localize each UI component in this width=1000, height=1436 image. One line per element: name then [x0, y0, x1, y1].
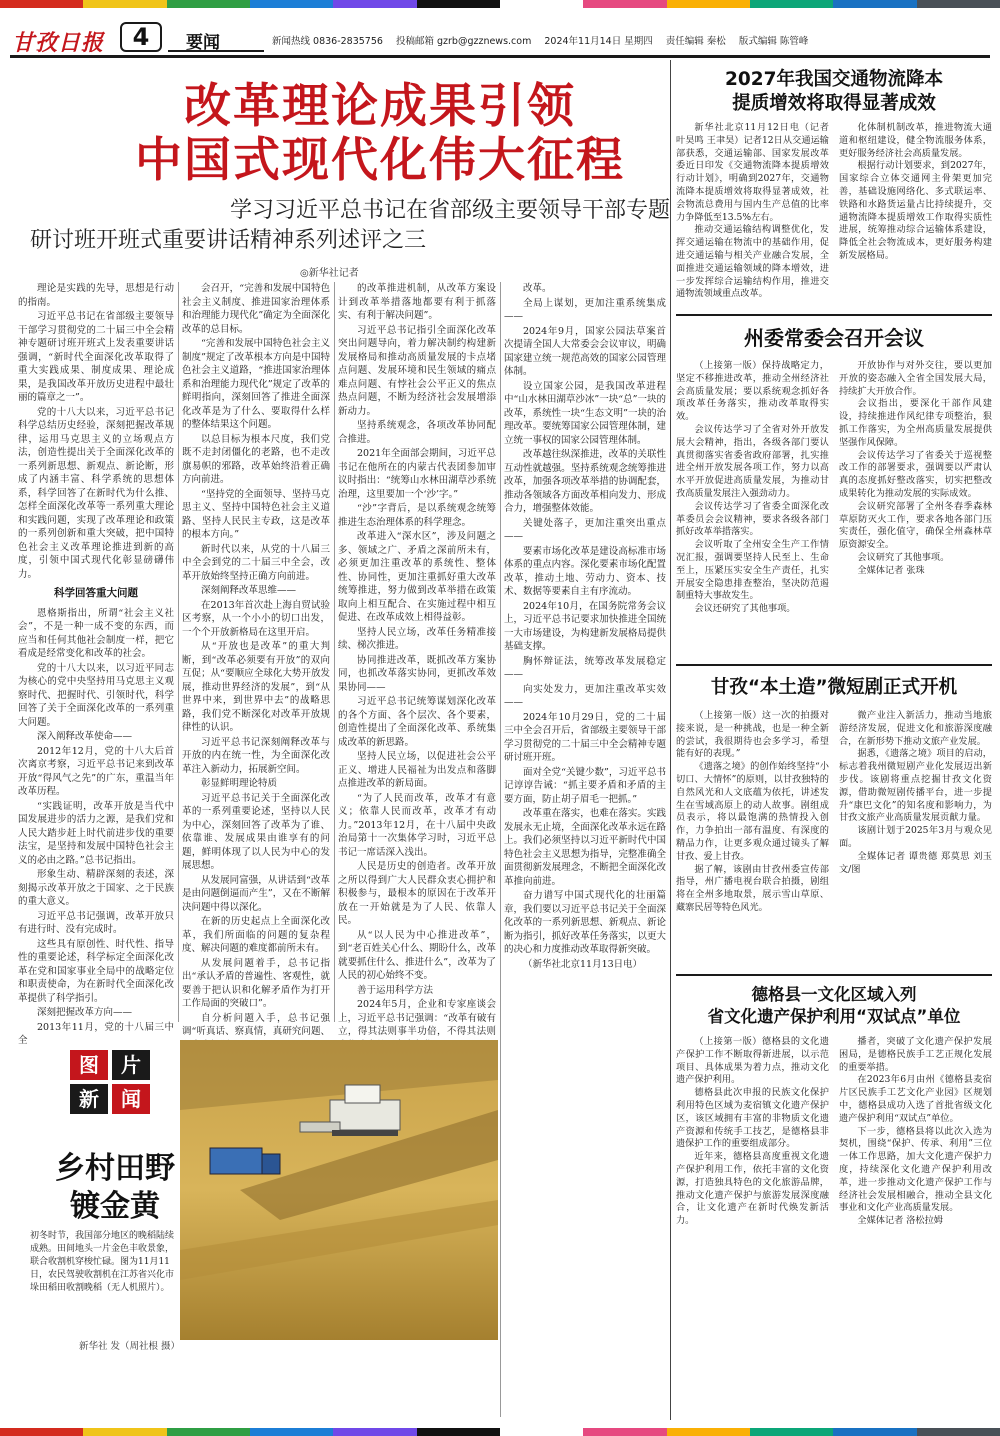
- article-column: [839, 122, 992, 308]
- paragraph: 坚持人民立场，改革任务精准接续、梯次推进。: [338, 626, 496, 651]
- masthead: [10, 18, 990, 58]
- lead-byline: ◎新华社记者: [300, 268, 359, 279]
- title-line: 德格县一文化区域入列: [751, 985, 917, 1004]
- title-line: 提质增效将取得显著成效: [732, 93, 936, 114]
- paragraph: 深刻阐释改革思维——: [201, 585, 297, 596]
- paper-logo: 甘孜日报: [12, 30, 105, 56]
- title-line: 2027年我国交通物流降本: [725, 69, 943, 90]
- paragraph: （上接第一版）这一次的拍摄对接来说，是一种挑战，也是一种全新的尝试，我很期待也会多学习，希望能有好的表现。”: [676, 710, 829, 760]
- article-title-committee: 州委常委会召开会议: [744, 326, 924, 350]
- paragraph: 彰显鲜明理论特质: [201, 778, 278, 789]
- paragraph: “实践证明，改革开放是当代中国发展进步的活力之源，是我们党和人民大踏步赶上时代前进步伐的重要法宝，是坚持和发展中国特色社会主义的必由之路。”总书记指出。: [18, 800, 174, 866]
- paragraph: 会议传达学习了省委关于巡视整改工作的部署要求，强调要以严肃认真的态度抓好整改落实，切实把整改成果转化为推动发展的实际成效。: [839, 449, 992, 499]
- lead-subtitle-line1: 学习习近平总书记在省部级主要领导干部专题: [229, 198, 670, 223]
- paragraph: （上接第一版）德格县的文化遗产保护工作不断取得新进展，以示范项目、具体成果为着力点，推动文化遗产保护利用。: [676, 1036, 829, 1086]
- paragraph: 习近平总书记强调，改革开放只有进行时、没有完成时。: [18, 910, 174, 935]
- paragraph: 坚持系统观念，各项改革协同配合推进。: [338, 420, 496, 445]
- lead-column-2: [182, 282, 330, 1037]
- layout-editor: 版式编辑 陈管峰: [738, 36, 809, 47]
- section-label: 要闻: [168, 28, 264, 52]
- paragraph: 从“以人民为中心推进改革”，到“老百姓关心什么、期盼什么，改革就要抓住什么、推进什么”，改革为了人民的初心始终不变。: [338, 929, 496, 981]
- paragraph: 推动交通运输结构调整优化，发挥交通运输在物流中的基础作用，促进交通运输与相关产业融合发展，全面推进交通运输领域的降本增效，进一步发挥综合运输结构作用，推进交通物流领域重点改革。: [676, 224, 829, 300]
- lead-headline-line1: 改革理论成果引领: [184, 79, 576, 134]
- paragraph: 从“开放也是改革”的重大判断，到“改革必须要有开放”的双向互促；从“要顺应全球化大势开放发展，推动世界经济的发展”，到“从世界中来，到世界中去”的战略思路，我们党不断深化对改革开放规律性的认识。: [182, 641, 330, 733]
- paragraph: 在新的历史起点上全面深化改革，我们所面临的问题的复杂程度、解决问题的难度都前所未有。: [182, 916, 330, 954]
- color-swatch: [333, 1428, 416, 1436]
- header-meta: [272, 33, 818, 47]
- section-rule: [670, 60, 671, 1420]
- paragraph: 全媒体记者 洛松拉姆: [857, 1215, 943, 1227]
- paragraph: 该剧计划于2025年3月与观众见面。: [839, 825, 992, 849]
- paragraph: 深入阐释改革使命——: [37, 731, 133, 742]
- paragraph: 从发展同富强，从讲话到“改革是由问题倒逼而产生”，又在不断解决问题中得以深化。: [182, 874, 330, 913]
- paragraph: 形象生动、精辟深刻的表述，深刻揭示改革开放之于国家、之于民族的重大意义。: [18, 869, 174, 907]
- color-swatch: [583, 0, 666, 8]
- color-swatch: [667, 1428, 750, 1436]
- paragraph: 下一步，德格县将以此次入选为契机，围绕“保护、传承、利用”三位一体工作思路，加大文化遗产保护力度，持续深化文化遗产保护利用改革，进一步推动文化遗产保护工作与经济社会发展相融合，推动全县文化事业和文化产业高质量发展。: [839, 1125, 992, 1214]
- color-swatch: [250, 0, 333, 8]
- color-swatch: [750, 0, 833, 8]
- color-swatch: [500, 1428, 583, 1436]
- lead-headline-line2: 中国式现代化伟大征程: [135, 133, 625, 188]
- paragraph: 2024年9月，国家公园法草案首次提请全国人大常委会会议审议，明确国家建立统一规范高效的国家公园管理体制。: [504, 325, 666, 377]
- color-swatch: [167, 1428, 250, 1436]
- paragraph: 改革越往纵深推进，改革的关联性互动性就越强。坚持系统观念统筹推进改革，加强各项改革举措的协调配套，推动各领域各方面改革相向发力、形成合力，增强整体效能。: [504, 449, 666, 514]
- paragraph: 坚持人民立场，以促进社会公平正义、增进人民福祉为出发点和落脚点推进改革的新局面。: [338, 751, 496, 789]
- color-swatch: [333, 0, 416, 8]
- color-swatch: [0, 1428, 83, 1436]
- paragraph: 会议传达学习了全省对外开放发展大会精神，指出，各级各部门要认真贯彻落实省委省政府部署，扎实推进全州开放发展各项工作，努力以高水平开放促进高质量发展，为推动甘孜高质量发展注入强劲动力。: [676, 423, 829, 499]
- color-swatch: [0, 0, 83, 8]
- paragraph: 的改革推进机制，从改革方案设计到改革举措落地都要有利于抓落实、有利于解决问题”。: [338, 283, 496, 321]
- paragraph: 会议传达学习了省委全面深化改革委员会会议精神，要求各级各部门抓好改革举措落实。: [676, 500, 829, 538]
- paragraph: 自分析问题入手，总书记强调“听真话、察真情，真研究问题、: [182, 1012, 330, 1037]
- paragraph: 会议研究部署了全州冬春季森林草原防灭火工作，要求各地各部门压实责任，强化值守，确保全州森林草原资源安全。: [839, 500, 992, 551]
- paragraph: “坚持党的全面领导、坚持马克思主义、坚持中国特色社会主义道路、坚持人民民主专政，这是改革的根本方向。”: [182, 488, 330, 540]
- article-title-logistics: [676, 68, 992, 116]
- editor: 责任编辑 秦松: [665, 36, 726, 47]
- paragraph: 改革重在落实，也难在落实。实践发展永无止境，全面深化改革永远在路上。我们必须坚持以习近平新时代中国特色社会主义思想为指导，完整准确全面贯彻新发展理念，不断把全面深化改革推向前进。: [504, 808, 666, 887]
- paragraph: 全媒体记者 张珠: [857, 564, 925, 576]
- article-column: [839, 1036, 992, 1366]
- paragraph: 根据行动计划要求，到2027年，国家综合立体交通网主骨架更加完善，基础设施网络化、多式联运率、铁路和水路货运量占比持续提升，交通物流降本提质增效工作取得实质性进展，统筹推动综合运输体系建设，降低全社会物流成本，更好服务构建新发展格局。: [839, 160, 992, 261]
- lead-col1-body: [18, 607, 174, 1048]
- paragraph: 据了解，该剧由甘孜州委宣传部指导，州广播电视台联合拍摄，剧组将在全州多地取景，展示雪山草原、藏寨民居等特色风光。: [676, 863, 829, 913]
- lead-column-4: [504, 282, 666, 1417]
- paragraph: 会议指出，要深化干部作风建设，持续推进作风纪律专项整治，狠抓工作落实，为全州高质量发展提供坚强作风保障。: [839, 398, 992, 448]
- top-color-bar: [0, 0, 1000, 8]
- bottom-color-bar: [0, 1428, 1000, 1436]
- column-rule: [500, 282, 501, 1417]
- paragraph: 开放协作与对外交往，要以更加开放的姿态融入全省全国发展大局，持续扩大开放合作。: [839, 360, 992, 397]
- paragraph: 会议研究了其他事项。: [857, 551, 950, 563]
- article-body-committee: [676, 360, 992, 658]
- harvest-photo: [180, 1040, 498, 1340]
- paragraph: 深刻把握改革方向——: [37, 1007, 133, 1018]
- paragraph: 胸怀辩证法，统筹改革发展稳定——: [504, 655, 666, 680]
- article-column: [676, 1036, 829, 1366]
- color-swatch: [833, 0, 916, 8]
- paragraph: 善于运用科学方法: [357, 984, 434, 996]
- color-swatch: [83, 0, 166, 8]
- paragraph: 习近平总书记统筹谋划深化改革的各个方面、各个层次、各个要素，创造性提出了全面深化改革、系统集成改革的新思路。: [338, 696, 496, 748]
- article-column: [839, 710, 992, 968]
- article-body-dege: [676, 1036, 992, 1366]
- paragraph: 2024年10月29日，党的二十届三中全会召开后，省部级主要领导干部学习贯彻党的二十届三中全会精神专题研讨班开班。: [504, 711, 666, 763]
- paragraph: 新华社北京11月12日电（记者 叶昊鸣 王聿昊）记者12日从交通运输部获悉，交通运输部、国家发展改革委近日印发《交通物流降本提质增效行动计划》，明确到2027年，交通物流降本提质增效将取得显著成效，社会物流总费用与国内生产总值的比率力争降低至13.5%左右。: [676, 122, 829, 223]
- paragraph: 全媒体记者 谭贵德 郑莫思 刘玉 文/图: [839, 850, 992, 875]
- article-body-short-drama: [676, 710, 992, 968]
- color-swatch: [917, 1428, 1000, 1436]
- color-swatch: [667, 0, 750, 8]
- badge-char: 新: [70, 1084, 108, 1114]
- paragraph: 微产业注入新活力，推动当地旅游经济发展，促进文化和旅游深度融合，在新形势下推动文旅产业发展。: [839, 710, 992, 747]
- lead-subtitle: [30, 196, 670, 256]
- paragraph: （新华社北京11月13日电）: [523, 958, 643, 970]
- photo-news-badge: [70, 1050, 162, 1116]
- article-column: [676, 360, 829, 658]
- paragraph: 2024年5月，企业和专家座谈会上，习近平总书记强调：“改革有破有立，得其法则事半功倍，不得其法则: [338, 999, 496, 1037]
- color-swatch: [917, 0, 1000, 8]
- paragraph: 新时代以来，从党的十八届三中全会到党的二十届三中全会，改革开放始终坚持正确方向前进。: [182, 543, 330, 582]
- badge-char: 闻: [112, 1084, 150, 1114]
- paragraph: 改革。: [523, 283, 552, 294]
- color-swatch: [750, 1428, 833, 1436]
- photo-title-line2: 镀金黄: [70, 1189, 160, 1224]
- paragraph: 2021年全面部会期间，习近平总书记在他所在的内蒙古代表团参加审议时指出：“统筹山水林田湖草沙系统治理，这里要加一个‘沙’字。”: [338, 448, 496, 500]
- paragraph: 设立国家公园，是我国改革进程中“山水林田湖草沙冰”一块“总”一块的改革，系统性一块“生态文明”一块的治理改革。要统筹国家公园管理体制，建立统一事权的国家公园管理体制。: [504, 380, 666, 446]
- paragraph: （上接第一版）保持战略定力，坚定不移推进改革，推动全州经济社会高质量发展；要以系统观念抓好各项改革任务落实，推动改革取得实效。: [676, 360, 829, 423]
- color-swatch: [500, 0, 583, 8]
- color-swatch: [83, 1428, 166, 1436]
- article-title-short-drama: 甘孜“本土造”微短剧正式开机: [710, 677, 958, 698]
- subhead-1: 科学回答重大问题: [54, 587, 138, 599]
- article-column: [676, 710, 829, 968]
- paragraph: 这些具有原创性、时代性、指导性的重要论述，科学标定全面深化改革在党和国家事业全局中的战略定位和职责使命，为在新时代全面深化改革提供了科学指引。: [18, 938, 174, 1004]
- paragraph: 德格县此次申报的民族文化保护利用特色区域为麦宿镇文化遗产保护区，该区域拥有丰富的非物质文化遗产资源和传统手工技艺，是德格县非遗保护工作的重要组成部分。: [676, 1087, 829, 1150]
- badge-char: 片: [112, 1050, 150, 1080]
- paragraph: 奋力谱写中国式现代化的壮丽篇章，我们要以习近平总书记关于全面深化改革的一系列新思想、新观点、新论断为指引，抓好改革任务落实，以更大的决心和力度推动改革取得新突破。: [504, 890, 666, 955]
- paragraph: 化体制机制改革，推进物流大通道和枢纽建设，健全物流服务体系，更好服务经济社会高质量发展。: [839, 122, 992, 159]
- paragraph: “完善和发展中国特色社会主义制度”规定了改革根本方向是中国特色社会主义道路，“推进国家治理体系和治理能力现代化”规定了改革的鲜明指向，深刻回答了推进全面深化改革是为了什么、要取得什么样的整体结果这个问题。: [182, 338, 330, 430]
- right-column: [676, 68, 992, 1366]
- article-title-dege: [676, 984, 992, 1028]
- photo-news: [10, 1040, 498, 1352]
- title-line: 省文化遗产保护利用“双试点”单位: [707, 1007, 961, 1026]
- paragraph: 在2013年首次赴上海自贸试验区考察，从一个小小的切口出发，一个个开放新格局在这里开启。: [182, 599, 330, 638]
- issue-date: 2024年11月14日 星期四: [544, 36, 653, 47]
- paragraph: 近年来，德格县高度重视文化遗产保护利用工作，依托丰富的文化资源，打造独具特色的文化旅游品牌，推动文化遗产保护与旅游发展深度融合，让文化遗产在新时代焕发新活力。: [676, 1151, 829, 1227]
- paragraph: 播者，突破了文化遗产保护发展困局，是德格民族手工艺正规化发展的重要举措。: [839, 1036, 992, 1073]
- paragraph: 会议听取了全州安全生产工作情况汇报，强调要坚持人民至上、生命至上，压紧压实安全生产责任，扎实开展安全隐患排查整治，坚决防范遏制重特大事故发生。: [676, 539, 829, 602]
- paragraph: “沙”字背后，是以系统观念统筹推进生态治理体系的科学理念。: [338, 503, 496, 528]
- lead-intro: [18, 282, 174, 581]
- paragraph: 会议还研究了其他事项。: [694, 603, 796, 615]
- paragraph: 人民是历史的创造者。改革开放之所以得到广大人民群众衷心拥护和积极参与，最根本的原因在于改革开放在一开始就是为了人民、依靠人民。: [338, 861, 496, 926]
- divider: [676, 314, 992, 316]
- article-column: [839, 360, 992, 658]
- paragraph: 习近平总书记关于全面深化改革的一系列重要论述，坚持以人民为中心，深刻回答了改革为了谁、依靠谁、发展成果由谁享有的问题，鲜明体现了以人民为中心的发展思想。: [182, 792, 330, 871]
- photo-title-line1: 乡村田野: [55, 1151, 175, 1186]
- paragraph: 在2023年6月由州《德格县麦宿片区民族手工艺文化产业园》区规划中，德格县成功入选了首批省级文化遗产保护利用“双试点”单位。: [839, 1074, 992, 1124]
- paragraph: 恩格斯指出，所谓“社会主义社会”，不是一种一成不变的东西，而应当和任何其他社会制度一样，把它看成是经常变化和改革的社会。: [18, 607, 174, 659]
- paragraph: 习近平总书记深刻阐释改革与开放的内在统一性，为全面深化改革注入新动力，拓展新空间。: [182, 736, 330, 775]
- paragraph: 理论是实践的先导，思想是行动的指南。: [18, 283, 174, 308]
- column-rule: [178, 282, 179, 1022]
- lead-subtitle-line2: 研讨班开班式重要讲话精神系列述评之三: [30, 228, 427, 253]
- photo-title: [40, 1150, 190, 1226]
- lead-headline: [120, 80, 640, 188]
- paragraph: 党的十八大以来，以习近平同志为核心的党中央坚持用马克思主义观察时代、把握时代、引领时代，科学回答了关于全面深化改革的一系列重大问题。: [18, 662, 174, 728]
- article-column: [676, 122, 829, 308]
- paragraph: 习近平总书记指引全面深化改革突出问题导向，着力解决制约构建新发展格局和推动高质量发展的卡点堵点问题、发展环境和民生领域的痛点难点问题、有悖社会公平正义的焦点热点问题，不断为经济社会发展增添新动力。: [338, 324, 496, 417]
- color-swatch: [833, 1428, 916, 1436]
- paragraph: 2024年10月，在国务院常务会议上，习近平总书记要求加快推进全国统一大市场建设，为构建新发展格局提供基础支撑。: [504, 600, 666, 652]
- paragraph: 据悉，《遗落之境》项目的启动，标志着我州微短剧产业化发展迈出新步伐。该剧将重点挖掘甘孜文化资源，借助微短剧传播平台，进一步提升“康巴文化”的知名度和影响力，为甘孜文旅产业高质量发展贡献力量。: [839, 748, 992, 824]
- paragraph: 全局上谋划，更加注重系统集成——: [504, 297, 666, 322]
- column-rule: [334, 282, 335, 1022]
- divider: [676, 664, 992, 666]
- paragraph: 向实处发力，更加注重改革实效——: [504, 683, 666, 708]
- paragraph: 面对全党“关键少数”，习近平总书记谆谆告诫：“抓主要矛盾和矛盾的主要方面，防止胡子眉毛一把抓。”: [504, 766, 666, 805]
- paragraph: 2012年12月，党的十八大后首次离京考察，习近平总书记来到改革开放“得风气之先”的广东，重温当年改革历程。: [18, 745, 174, 797]
- color-swatch: [417, 0, 500, 8]
- paragraph: 2013年11月，党的十八届三中全: [18, 1021, 174, 1046]
- color-swatch: [250, 1428, 333, 1436]
- lead-column-3: [338, 282, 496, 1037]
- paragraph: 从发展问题着手，总书记指出“承认矛盾的普遍性、客观性，就要善于把认识和化解矛盾作为打开工作局面的突破口”。: [182, 957, 330, 1009]
- color-swatch: [167, 0, 250, 8]
- photo-caption: 初冬时节，我国部分地区的晚稻陆续成熟。田间地头一片金色丰收景象，联合收割机穿梭忙碌。图为11月11日，农民驾驶收割机在江苏省兴化市垛田稻田收割晚稻（无人机照片）。: [30, 1231, 175, 1293]
- paragraph: 要素市场化改革是建设高标准市场体系的重点内容。深化要素市场化配置改革，推动土地、劳动力、资本、技术、数据等要素自主有序流动。: [504, 545, 666, 597]
- paragraph: 党的十八大以来，习近平总书记科学总结历史经验，深刻把握改革规律，运用马克思主义的立场观点方法，创造性提出关于全面深化改革的一系列新思想、新观点、新论断，形成了内涵丰富、科学系统的思想体系，科学回答了在新时代为什么推、怎样全面深化改革等一系列重大理论和实践问题，实现了改革理论和政策的一系列创新和重大突破，把中国特色社会主义改革理论推进到新的高度，引领中国式现代化彰显磅礴伟力。: [18, 406, 174, 580]
- paragraph: 习近平总书记在省部级主要领导干部学习贯彻党的二十届三中全会精神专题研讨班开班式上发表重要讲话强调，“新时代全面深化改革取得了重大实践成果、制度成果、理论成果，是我国改革开放历史进程中最壮丽的篇章之一”。: [18, 311, 174, 403]
- divider: [676, 974, 992, 976]
- paragraph: “为了人民而改革，改革才有意义；依靠人民而改革，改革才有动力。”2013年12月，在十八届中央政治局第十一次集体学习时，习近平总书记一席话深入浅出。: [338, 792, 496, 858]
- hotline: 新闻热线 0836-2835756: [272, 36, 383, 47]
- paragraph: 协同推进改革，既抓改革方案协同，也抓改革落实协同，更抓改革效果协同——: [338, 654, 496, 693]
- page-number: 4: [120, 22, 162, 52]
- article-body-logistics: [676, 122, 992, 308]
- paragraph: 以总目标为根本尺度，我们党既不走封闭僵化的老路，也不走改旗易帜的邪路，改革始终沿着正确方向前进。: [182, 433, 330, 485]
- color-swatch: [583, 1428, 666, 1436]
- badge-char: 图: [70, 1050, 108, 1080]
- paragraph: 《遗落之境》的创作始终坚持“小切口、大情怀”的原则，以甘孜独特的自然风光和人文底蕴为依托，讲述发生在雪域高原上的动人故事。剧组成员表示，将以最饱满的热情投入创作，力争拍出一部有温度、有深度的精品力作，让更多观众通过镜头了解甘孜、爱上甘孜。: [676, 761, 829, 862]
- paragraph: 关键处落子，更加注重突出重点——: [504, 517, 666, 542]
- color-swatch: [417, 1428, 500, 1436]
- email: 投稿邮箱 gzrb@gzznews.com: [395, 36, 532, 47]
- paragraph: 改革进入“深水区”，涉及问题之多、领域之广、矛盾之深前所未有，必须更加注重改革的系统性、整体性、协同性，更加注重抓好重大改革统筹推进，努力做到改革举措在政策取向上相互配合、在实施过程中相互促进、在改革成效上相得益彰。: [338, 531, 496, 623]
- photo-credit: 新华社 发（周社根 摄）: [78, 1341, 180, 1352]
- paragraph: 会召开，“完善和发展中国特色社会主义制度、推进国家治理体系和治理能力现代化”确定为全面深化改革的总目标。: [182, 283, 330, 335]
